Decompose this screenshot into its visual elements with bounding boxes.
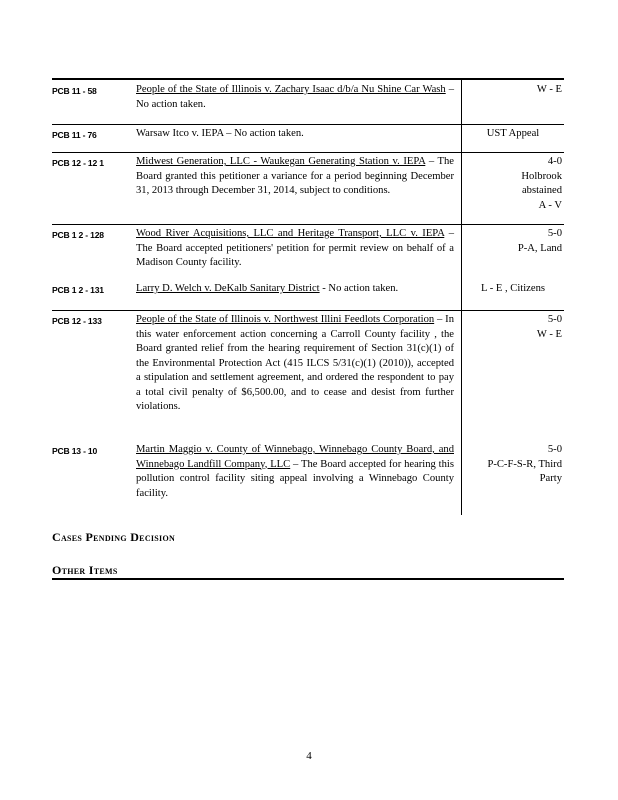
case-number: PCB 12 - 12 1 [52,158,104,168]
case-action: – The Board granted this petitioner a variance for a period beginning December 31, 2013 through December 31, 2014, subject to conditions. [136,156,454,196]
case-title: People of the State of Illinois v. Zachary Isaac d/b/a Nu Shine Car Wash [136,84,446,95]
vote-line: 5-0 [547,314,562,325]
vote-line: P-A, Land [517,242,562,254]
case-description [136,443,454,501]
case-action: Warsaw Itco v. IEPA – No action taken. [136,128,304,139]
table-row [52,225,564,281]
case-title: Martin Maggio v. County of Winnebago, Winnebago County Board, and Winnebago Landfill Company, LLC [136,444,454,470]
case-number: PCB 11 - 76 [52,130,97,140]
case-number: PCB 1 2 - 131 [52,285,104,295]
vote-cell [464,127,562,142]
case-number: PCB 12 - 133 [52,316,102,326]
table-top-rule [52,78,564,80]
section-rule [52,578,564,580]
case-title: Wood River Acquisitions, LLC and Heritage Transport, LLC v. IEPA [136,228,445,239]
table-row [52,281,564,311]
case-number: PCB 13 - 10 [52,446,98,456]
vote-line: Holbrook [521,170,562,182]
case-title: Larry D. Welch v. DeKalb Sanitary District [136,283,320,294]
page-number: 4 [306,750,312,762]
case-action: - No action taken. [319,283,399,294]
table-row [52,83,564,125]
vote-cell [464,282,562,297]
vote-line: L - E , Citizens [480,283,546,294]
vote-cell [464,313,562,342]
section-heading-other-items: Other Items [52,563,118,577]
vote-line: W - E [536,328,562,340]
table-row [52,311,564,441]
case-number: PCB 1 2 - 128 [52,230,104,240]
case-title: People of the State of Illinois v. Northwest Illini Feedlots Corporation [136,314,435,325]
vote-line: UST Appeal [486,128,540,139]
vote-line: 4-0 [547,156,562,167]
case-action: – In this water enforcement action concerning a Carroll County facility , the Board granted relief from the hearing requirement of Section 31(c)(1) of the Environmental Protection Act (415 ILCS 5/31(c)(1) (2010)), accepted a stipulation and settlement agreement, and ordered the respondent to pay a total civil penalty of $6,500.00, and to cease and desist from further violations. [136,314,454,412]
vote-line: A - V [538,199,562,211]
table-row [52,125,564,153]
case-description [136,282,454,297]
vote-line: Party [539,473,562,484]
case-description [136,83,454,112]
case-description [136,127,454,142]
vote-cell [464,443,562,487]
case-title: Midwest Generation, LLC - Waukegan Generating Station v. IEPA [136,156,426,167]
vote-cell [464,227,562,256]
vote-cell [464,155,562,213]
table-row [52,153,564,225]
table-row [52,441,564,515]
section-heading-cases-pending: Cases Pending Decision [52,530,176,544]
vote-line: 5-0 [547,444,562,455]
case-number: PCB 11 - 58 [52,86,97,96]
case-action: – No action taken. [136,84,454,110]
vote-line: P-C-F-S-R, Third [487,458,562,470]
vote-line: W - E [536,84,562,95]
vote-line: abstained [521,185,562,196]
case-description [136,313,454,415]
vote-line: 5-0 [547,228,562,239]
case-description [136,155,454,199]
case-description [136,227,454,271]
case-action: – The Board accepted petitioners' petition for permit review on behalf of a Madison County facility. [136,228,454,268]
case-action: – The Board accepted for hearing this pollution control facility siting appeal involving a Winnebago County facility. [136,458,454,499]
vote-cell [464,83,562,98]
